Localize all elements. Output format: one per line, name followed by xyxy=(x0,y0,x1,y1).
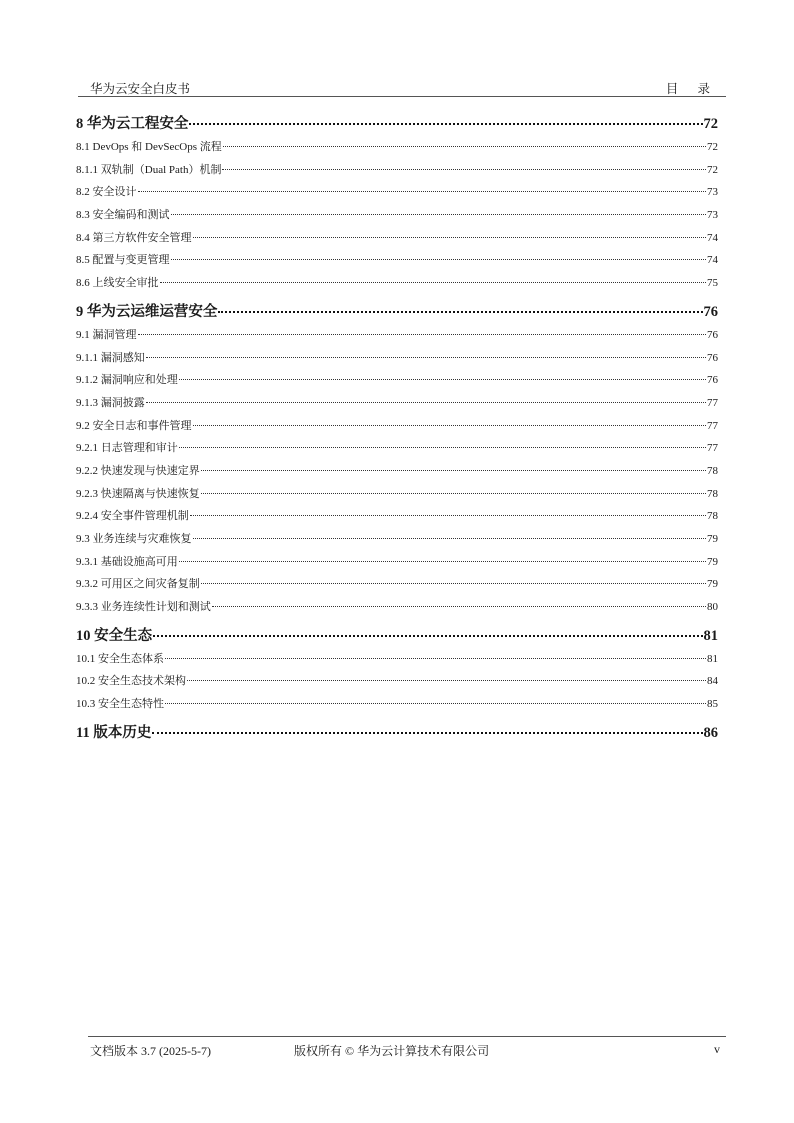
toc-section-entry[interactable] xyxy=(76,138,718,161)
toc-chapter-entry[interactable] xyxy=(76,721,718,747)
dot-leader xyxy=(179,447,706,448)
toc-entry-page: 85 xyxy=(707,698,718,711)
toc-entry-title: 10.2 安全生态技术架构 xyxy=(76,675,186,688)
toc-section-entry[interactable] xyxy=(76,439,718,462)
toc-entry-page: 76 xyxy=(707,351,718,364)
toc-entry-page: 77 xyxy=(707,419,718,432)
toc-section-entry[interactable] xyxy=(76,485,718,508)
toc-section-entry[interactable] xyxy=(76,326,718,349)
toc-entry-page: 72 xyxy=(703,116,718,132)
section-title: 目 录 xyxy=(665,82,718,96)
toc-section-entry[interactable] xyxy=(76,598,718,621)
toc-section-entry[interactable] xyxy=(76,650,718,673)
toc-entry-page: 77 xyxy=(707,396,718,409)
toc-section-entry[interactable] xyxy=(76,553,718,576)
toc-entry-title: 8.4 第三方软件安全管理 xyxy=(76,231,192,244)
toc-entry-title: 9.3.2 可用区之间灾备复制 xyxy=(76,578,200,591)
toc-section-entry[interactable] xyxy=(76,206,718,229)
dot-leader xyxy=(179,561,706,562)
toc-section-entry[interactable] xyxy=(76,417,718,440)
dot-leader xyxy=(138,191,707,192)
page-number: v xyxy=(714,1042,720,1056)
dot-leader xyxy=(171,259,707,260)
toc-entry-page: 75 xyxy=(707,277,718,290)
dot-leader xyxy=(193,538,707,539)
toc-chapter-entry[interactable] xyxy=(76,624,718,650)
dot-leader xyxy=(160,282,707,283)
toc-entry-page: 78 xyxy=(707,510,718,523)
toc-entry-page: 81 xyxy=(707,652,718,665)
toc-section-entry[interactable] xyxy=(76,394,718,417)
dot-leader xyxy=(146,357,706,358)
dot-leader xyxy=(138,334,707,335)
toc-section-entry[interactable] xyxy=(76,695,718,718)
toc-section-entry[interactable] xyxy=(76,575,718,598)
toc-entry-page: 77 xyxy=(707,442,718,455)
toc-entry-page: 74 xyxy=(707,231,718,244)
copyright-notice: 版权所有 © 华为云计算技术有限公司 xyxy=(294,1044,490,1058)
toc-entry-page: 76 xyxy=(707,328,718,341)
dot-leader xyxy=(187,680,706,681)
toc-section-entry[interactable] xyxy=(76,507,718,530)
toc-section-entry[interactable] xyxy=(76,672,718,695)
dot-leader xyxy=(189,123,702,125)
dot-leader xyxy=(171,214,707,215)
toc-entry-title: 8.1 DevOps 和 DevSecOps 流程 xyxy=(76,141,222,153)
toc-entry-title: 8.1.1 双轨制（Dual Path）机制 xyxy=(76,163,222,176)
dot-leader xyxy=(179,379,706,380)
page-header xyxy=(78,78,726,97)
toc-entry-page: 73 xyxy=(707,186,718,199)
toc-entry-title: 9.3.3 业务连续性计划和测试 xyxy=(76,601,211,614)
toc-entry-title: 8.2 安全设计 xyxy=(76,186,137,199)
dot-leader xyxy=(222,169,706,170)
toc-section-entry[interactable] xyxy=(76,371,718,394)
page-footer xyxy=(88,1036,726,1057)
dot-leader xyxy=(201,583,706,584)
toc-section-entry[interactable] xyxy=(76,229,718,252)
toc-entry-title: 11 版本历史 xyxy=(76,724,152,741)
dot-leader xyxy=(212,606,706,607)
toc-section-entry[interactable] xyxy=(76,349,718,372)
toc-section-entry[interactable] xyxy=(76,462,718,485)
toc-entry-title: 9.2.1 日志管理和审计 xyxy=(76,442,178,455)
toc-chapter-entry[interactable] xyxy=(76,112,718,138)
dot-leader xyxy=(193,237,707,238)
toc-entry-page: 81 xyxy=(703,627,718,644)
toc-entry-title: 9.3.1 基础设施高可用 xyxy=(76,555,178,568)
dot-leader xyxy=(165,703,706,704)
toc-entry-title: 8 华为云工程安全 xyxy=(76,116,189,132)
toc-entry-page: 79 xyxy=(707,555,718,568)
toc-entry-page: 78 xyxy=(707,464,718,477)
toc-entry-title: 8.3 安全编码和测试 xyxy=(76,209,170,222)
dot-leader xyxy=(218,311,702,313)
toc-entry-page: 84 xyxy=(707,675,718,688)
toc-entry-page: 78 xyxy=(707,487,718,500)
toc-entry-title: 9.1.1 漏洞感知 xyxy=(76,351,145,364)
dot-leader xyxy=(152,732,702,734)
toc-entry-page: 80 xyxy=(707,601,718,614)
toc-entry-title: 10.3 安全生态特性 xyxy=(76,698,164,711)
toc-entry-page: 73 xyxy=(707,209,718,222)
toc-entry-page: 74 xyxy=(707,254,718,267)
toc-entry-page: 76 xyxy=(707,374,718,387)
table-of-contents xyxy=(76,112,718,747)
toc-section-entry[interactable] xyxy=(76,161,718,184)
dot-leader xyxy=(146,402,706,403)
dot-leader xyxy=(190,515,706,516)
document-version: 文档版本 3.7 (2025-5-7) xyxy=(90,1044,211,1058)
toc-entry-title: 10 安全生态 xyxy=(76,627,153,644)
toc-entry-title: 9.2.3 快速隔离与快速恢复 xyxy=(76,487,200,500)
toc-entry-page: 72 xyxy=(707,141,718,153)
toc-section-entry[interactable] xyxy=(76,530,718,553)
toc-entry-title: 9.3 业务连续与灾难恢复 xyxy=(76,533,192,545)
toc-entry-page: 79 xyxy=(707,533,718,545)
toc-entry-title: 9.1.2 漏洞响应和处理 xyxy=(76,374,178,387)
toc-entry-page: 79 xyxy=(707,578,718,591)
toc-entry-page: 76 xyxy=(703,303,718,320)
toc-entry-title: 9.2 安全日志和事件管理 xyxy=(76,419,192,432)
toc-entry-title: 9.1.3 漏洞披露 xyxy=(76,396,145,409)
toc-chapter-entry[interactable] xyxy=(76,300,718,326)
toc-entry-title: 8.5 配置与变更管理 xyxy=(76,254,170,267)
toc-entry-title: 9.2.2 快速发现与快速定界 xyxy=(76,464,200,477)
toc-entry-page: 86 xyxy=(703,724,718,741)
toc-entry-page: 72 xyxy=(707,163,718,176)
dot-leader xyxy=(165,658,706,659)
document-title: 华为云安全白皮书 xyxy=(90,82,191,96)
toc-entry-title: 10.1 安全生态体系 xyxy=(76,652,164,665)
dot-leader xyxy=(201,493,706,494)
toc-entry-title: 9.1 漏洞管理 xyxy=(76,328,137,341)
dot-leader xyxy=(223,146,706,147)
toc-section-entry[interactable] xyxy=(76,274,718,297)
toc-entry-title: 9.2.4 安全事件管理机制 xyxy=(76,510,189,523)
toc-section-entry[interactable] xyxy=(76,183,718,206)
dot-leader xyxy=(201,470,706,471)
toc-entry-title: 8.6 上线安全审批 xyxy=(76,277,159,290)
dot-leader xyxy=(193,425,707,426)
dot-leader xyxy=(153,635,702,637)
toc-section-entry[interactable] xyxy=(76,251,718,274)
toc-entry-title: 9 华为云运维运营安全 xyxy=(76,303,218,320)
